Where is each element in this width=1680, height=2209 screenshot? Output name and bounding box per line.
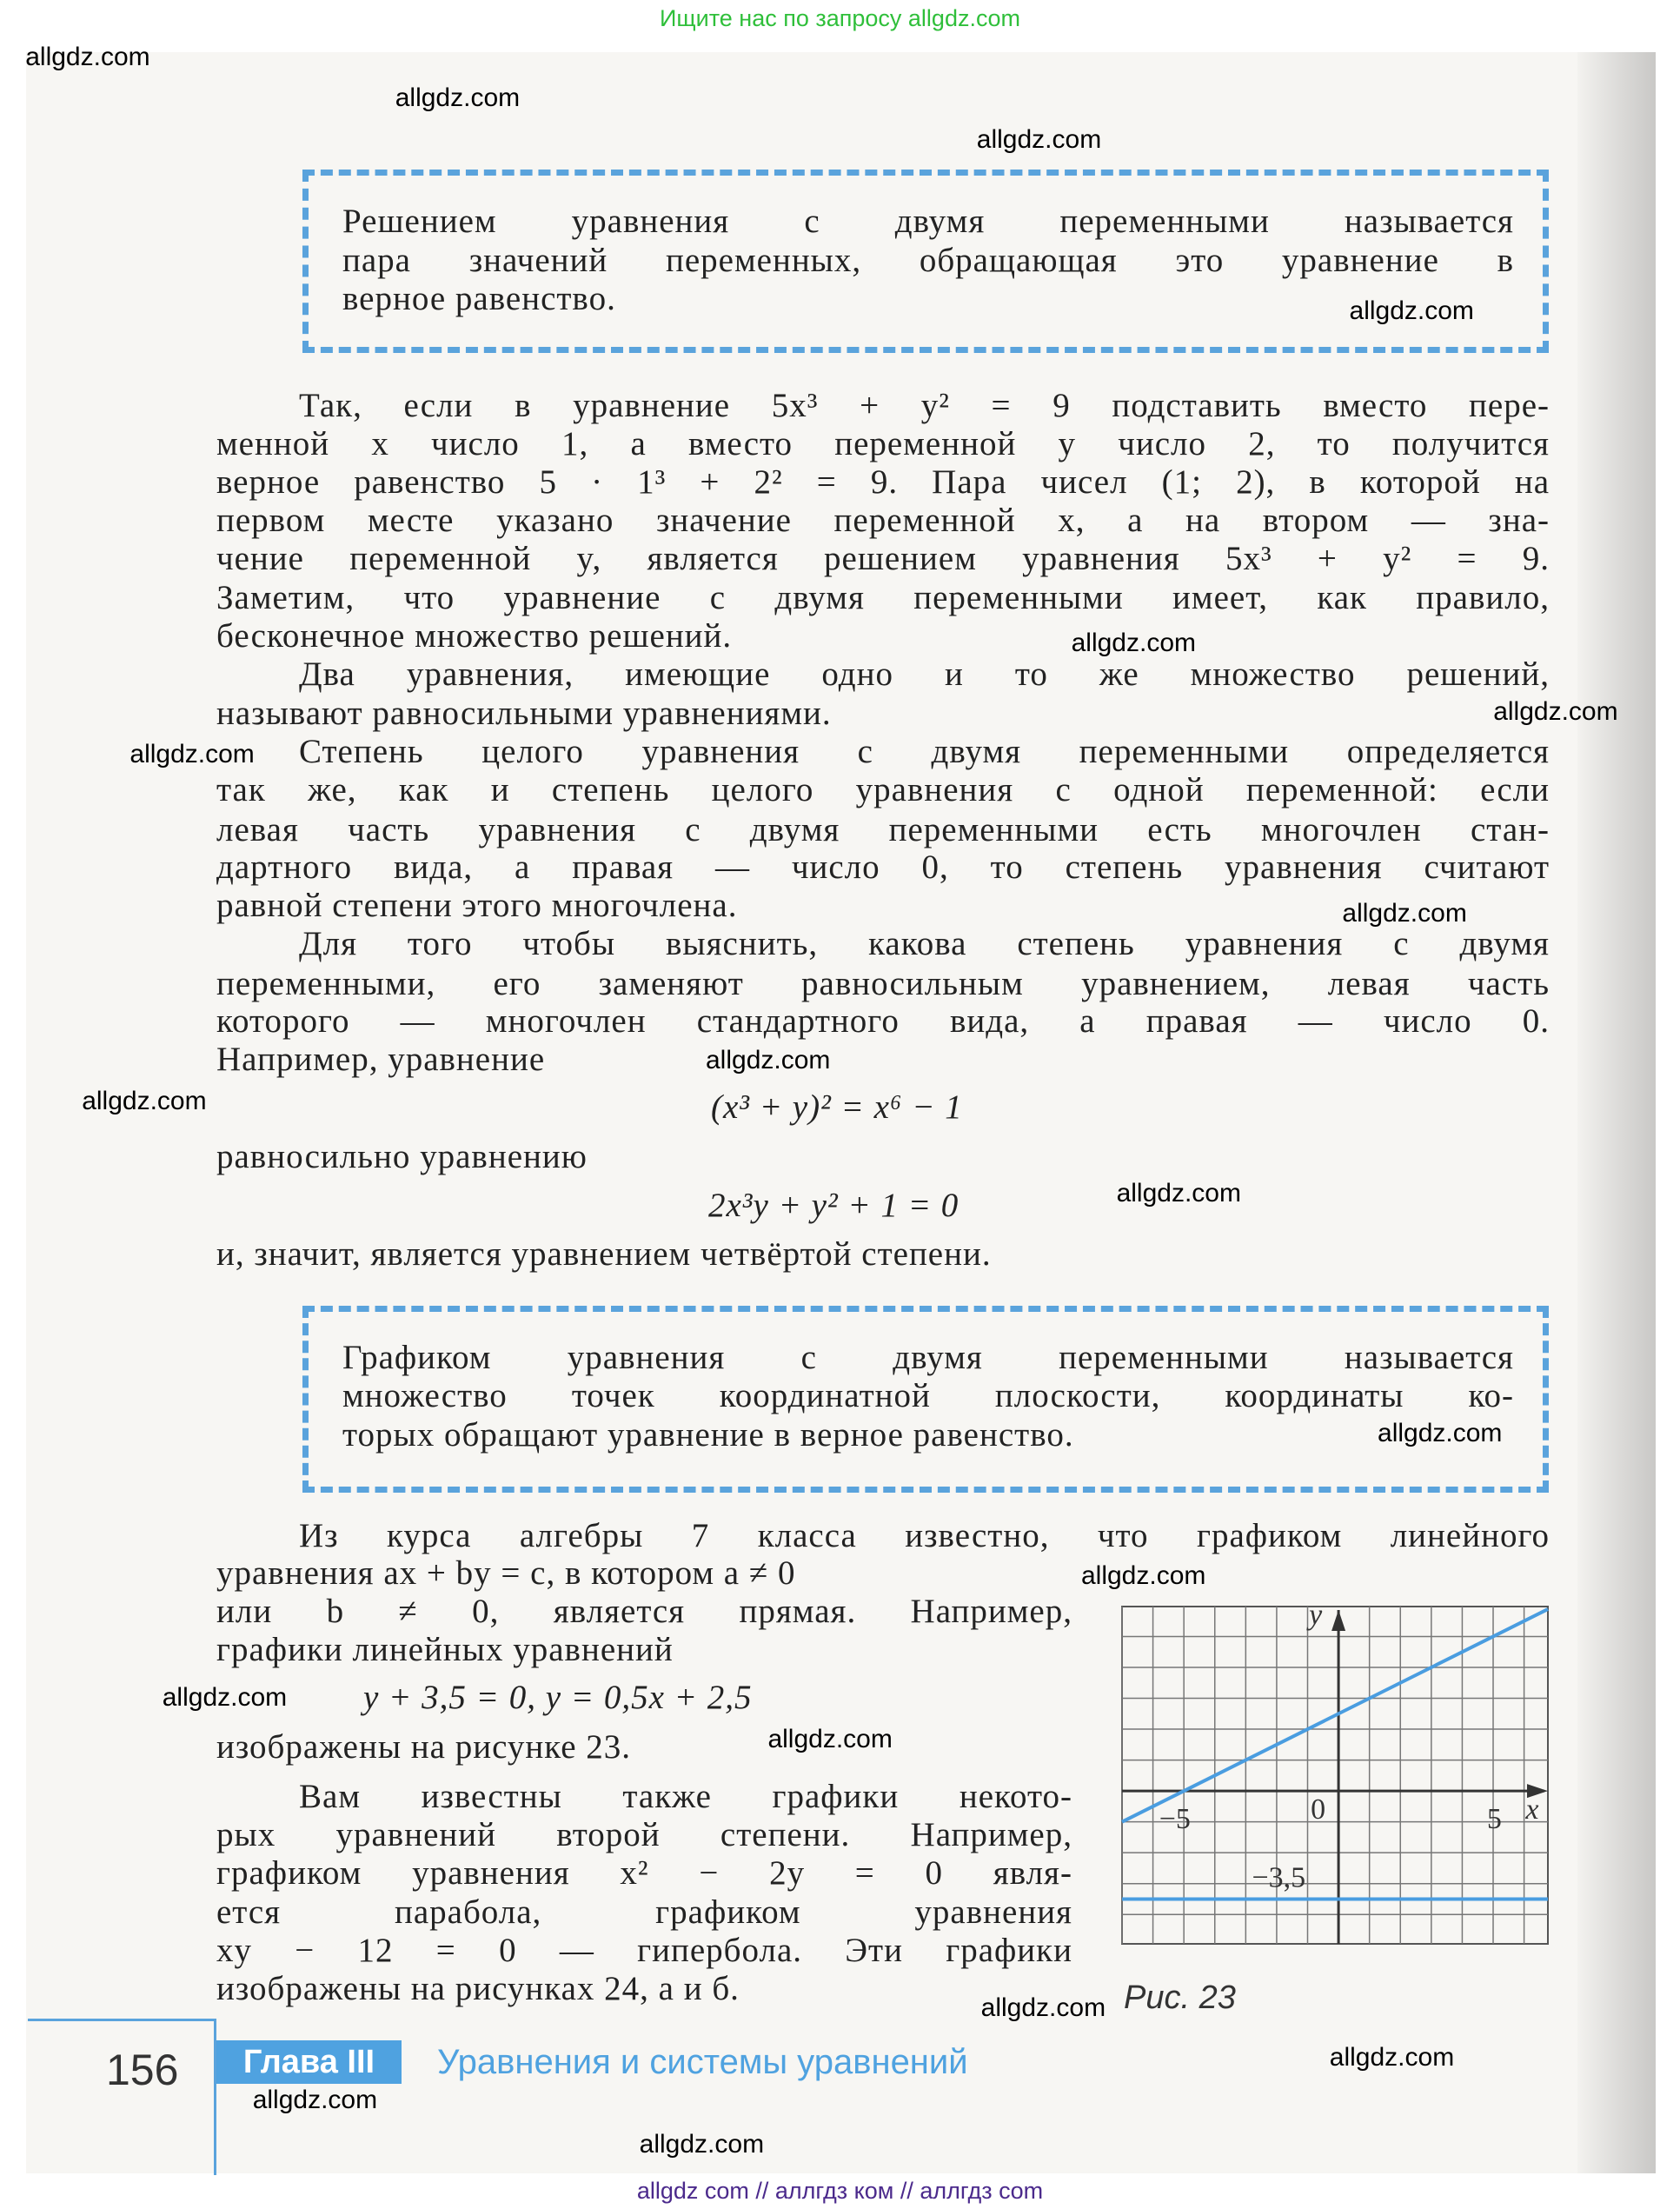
origin-label: 0	[1311, 1793, 1326, 1826]
x-tick-label: 5	[1486, 1802, 1502, 1835]
watermark-link[interactable]: allgdz.com	[1378, 1418, 1503, 1447]
definition-line: Решением уравнения с двумя переменными называется	[342, 202, 1514, 240]
paragraph-line: так же, как и степень целого уравнения с одной переменной: если	[216, 771, 1550, 809]
definition-line: Графиком уравнения с двумя переменными называется	[342, 1338, 1514, 1376]
paragraph-line: равной степени этого многочлена.	[216, 887, 738, 925]
chapter-title: Уравнения и системы уравнений	[437, 2043, 968, 2081]
watermark-link[interactable]: allgdz.com	[1080, 1561, 1206, 1590]
watermark-link[interactable]: allgdz.com	[1349, 296, 1474, 325]
watermark-link[interactable]: allgdz.com	[976, 125, 1102, 155]
bottom-ad-text[interactable]: allgdz com // аллгдз ком // аллгдз com	[636, 2178, 1044, 2204]
paragraph-line: дартного вида, а правая — число 0, то степень уравнения считают	[216, 848, 1550, 887]
watermark-link[interactable]: allgdz.com	[1493, 697, 1618, 727]
y-axis-label: y	[1309, 1605, 1323, 1632]
paragraph-line: называют равносильными уравнениями.	[216, 695, 832, 733]
paragraph-line: изображены на рисунке 23.	[216, 1728, 632, 1767]
paragraph-line: первом месте указано значение переменной x, а на втором — зна-	[216, 501, 1550, 539]
paragraph-line: бесконечное множество решений.	[216, 617, 733, 655]
paragraph-line: которого — многочлен стандартного вида, а правая — число 0.	[216, 1002, 1550, 1041]
paragraph-line: уравнения ax + by = c, в котором a ≠ 0	[216, 1554, 796, 1593]
paragraph-line: рых уравнений второй степени. Например,	[216, 1815, 1072, 1853]
y-axis-arrow-icon	[1331, 1610, 1345, 1631]
x-axis-label: x	[1525, 1793, 1539, 1826]
watermark-link[interactable]: allgdz.com	[129, 739, 255, 768]
watermark-link[interactable]: allgdz.com	[1116, 1178, 1241, 1208]
formula-line: y + 3,5 = 0, y = 0,5x + 2,5	[363, 1679, 753, 1717]
paragraph-line: Заметим, что уравнение с двумя переменными имеет, как правило,	[216, 579, 1550, 617]
watermark-link[interactable]: allgdz.com	[82, 1087, 207, 1116]
chapter-badge: Глава III	[216, 2040, 402, 2084]
paragraph-line: менной x число 1, а вместо переменной y число 2, то получится	[216, 425, 1550, 463]
paragraph-line: изображены на рисунках 24, а и б.	[216, 1969, 740, 2007]
paragraph-line: Два уравнения, имеющие одно и то же множество решений,	[299, 655, 1550, 693]
watermark-link[interactable]: allgdz.com	[980, 1993, 1106, 2022]
watermark-link[interactable]: allgdz.com	[767, 1725, 893, 1754]
paragraph-line: Для того чтобы выяснить, какова степень уравнения с двумя	[299, 925, 1550, 963]
paragraph-line: Так, если в уравнение 5x³ + y² = 9 подставить вместо пере-	[299, 387, 1550, 425]
figure-23	[1120, 1605, 1551, 1950]
formula-line: 2x³y + y² + 1 = 0	[708, 1186, 960, 1224]
paragraph-line: Из курса алгебры 7 класса известно, что графиком линейного	[299, 1516, 1550, 1554]
page-number: 156	[106, 2046, 179, 2094]
watermark-link[interactable]: allgdz.com	[395, 83, 521, 112]
paragraph-line: графики линейных уравнений	[216, 1631, 674, 1669]
definition-line: торых обращают уравнение в верное равенство.	[342, 1416, 1074, 1454]
paragraph-line: ется парабола, графиком уравнения	[216, 1893, 1072, 1932]
paragraph-line: xy − 12 = 0 — гипербола. Эти графики	[216, 1931, 1072, 1969]
paragraph-line: левая часть уравнения с двумя переменными есть многочлен стан-	[216, 810, 1550, 848]
paragraph-line: чение переменной y, является решением уравнения 5x³ + y² = 9.	[216, 539, 1550, 577]
paragraph-line: графиком уравнения x² − 2y = 0 явля-	[216, 1853, 1072, 1892]
footer-divider-horizontal	[28, 2019, 216, 2021]
paragraph-line: Степень целого уравнения с двумя переменными определяется	[299, 733, 1550, 771]
watermark-link[interactable]: allgdz.com	[25, 42, 150, 71]
watermark-link[interactable]: allgdz.com	[162, 1682, 288, 1712]
x-tick-label: −5	[1159, 1802, 1191, 1835]
paragraph-line: равносильно уравнению	[216, 1138, 588, 1176]
paragraph-line: и, значит, является уравнением четвёртой степени.	[216, 1235, 992, 1274]
y-line-label: −3,5	[1252, 1861, 1306, 1894]
paragraph-line: верное равенство 5 · 1³ + 2² = 9. Пара чисел (1; 2), в которой на	[216, 463, 1550, 502]
watermark-link[interactable]: allgdz.com	[1071, 628, 1197, 657]
paragraph-line: переменными, его заменяют равносильным уравнением, левая часть	[216, 964, 1550, 1002]
top-ad-text[interactable]: Ищите нас по запросу allgdz.com	[660, 5, 1020, 31]
watermark-link[interactable]: allgdz.com	[706, 1046, 831, 1075]
paragraph-line: Например, уравнение	[216, 1041, 546, 1079]
definition-line: пара значений переменных, обращающая это уравнение в	[342, 242, 1514, 280]
paragraph-line: или b ≠ 0, является прямая. Например,	[216, 1593, 1072, 1631]
graph-frame	[1122, 1607, 1548, 1944]
watermark-link[interactable]: allgdz.com	[252, 2085, 378, 2114]
coordinate-graph	[1120, 1605, 1551, 1946]
figure-caption: Рис. 23	[1124, 1979, 1236, 2016]
paragraph-line: Вам известны также графики некото-	[299, 1777, 1072, 1815]
watermark-link[interactable]: allgdz.com	[1329, 2042, 1455, 2072]
definition-line: верное равенство.	[342, 279, 616, 317]
definition-line: множество точек координатной плоскости, координаты ко-	[342, 1376, 1514, 1414]
formula-line: (x³ + y)² = x⁶ − 1	[711, 1088, 963, 1127]
page-fold-shadow	[1577, 52, 1656, 2173]
watermark-link[interactable]: allgdz.com	[1342, 899, 1467, 928]
watermark-link[interactable]: allgdz.com	[639, 2130, 765, 2159]
